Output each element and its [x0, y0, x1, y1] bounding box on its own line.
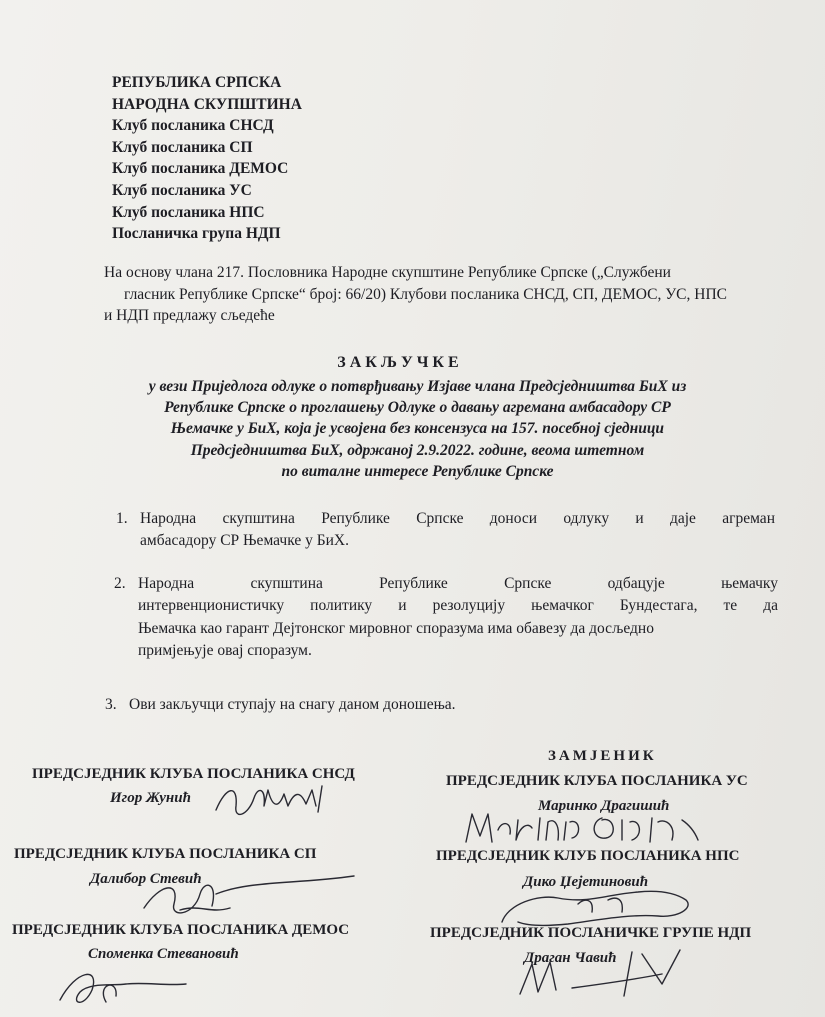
item-text: [140, 508, 775, 553]
item-line: Народна скупштина Републике Српске доноси одлуку и даје агреман: [140, 510, 775, 527]
signature-deputy-us: ЗАМЈЕНИК: [548, 748, 657, 764]
subtitle-line: Предсједништва БиХ, одржаној 2.9.2022. године, веома штетном: [190, 441, 645, 459]
subtitle-line: Републике Српске о проглашењу Одлуке о давању агремана амбасадору СР: [164, 399, 671, 417]
intro-line: гласник Републике Српске“ број: 66/20) Клубови посланика СНСД, СП, ДЕМОС, УС, НПС: [124, 285, 727, 303]
signature-role-snsd: ПРЕДСЈЕДНИК КЛУБА ПОСЛАНИКА СНСД: [32, 766, 355, 782]
header-club-nps: Клуб посланика НПС: [112, 203, 265, 221]
document-subtitle: [100, 376, 735, 482]
subtitle-line: у вези Приједлога одлуке о потврђивању Изјаве члана Предсједништва БиХ из: [148, 378, 687, 395]
signature-role-us: ПРЕДСЈЕДНИК КЛУБА ПОСЛАНИКА УС: [446, 773, 748, 789]
signature-role-nps: ПРЕДСЈЕДНИК КЛУБ ПОСЛАНИКА НПС: [436, 848, 740, 864]
header-club-us: Клуб посланика УС: [112, 181, 252, 199]
signature-name-us: Маринко Драгишић: [538, 798, 670, 814]
item-number: 3.: [105, 696, 117, 713]
signature-role-demos: ПРЕДСЈЕДНИК КЛУБА ПОСЛАНИКА ДЕМОС: [12, 922, 350, 938]
header-assembly: НАРОДНА СКУПШТИНА: [112, 95, 302, 113]
item-number: 1.: [116, 510, 128, 527]
document-title: ЗАКЉУЧКЕ: [337, 354, 463, 371]
item-line: интервенционистичку политику и резолуцију њемачког Бундестага, те да: [138, 597, 778, 615]
item-text: [129, 694, 764, 716]
intro-line: и НДП предлажу сљедеће: [104, 307, 275, 324]
item-line: Народна скупштина Републике Српске одбацује њемачку: [138, 575, 778, 592]
signature-name-demos: Споменка Стевановић: [88, 946, 239, 962]
document-header: [112, 72, 302, 245]
item-line: Ови закључци ступају на снагу даном доношења.: [129, 696, 456, 713]
intro-line: На основу члана 217. Пословника Народне скупштине Републике Српске („Службени: [104, 264, 671, 281]
handwritten-signature-snsd: [208, 776, 338, 826]
header-club-snsd: Клуб посланика СНСД: [112, 117, 274, 135]
header-club-demos: Клуб посланика ДЕМОС: [112, 160, 289, 178]
handwritten-signature-ndp: [512, 944, 692, 1004]
header-club-sp: Клуб посланика СП: [112, 138, 253, 156]
header-republic: РЕПУБЛИКА СРПСКА: [112, 74, 282, 91]
signature-name-snsd: Игор Жунић: [110, 790, 191, 806]
handwritten-signature-us: [462, 806, 712, 852]
signature-name-sp: Далибор Стевић: [90, 871, 202, 887]
item-line: примјењује овај споразум.: [138, 641, 312, 659]
signature-name-ndp: Драган Чавић: [524, 950, 617, 966]
handwritten-signature-demos: [56, 964, 216, 1014]
item-line: амбасадору СР Њемачке у БиХ.: [140, 532, 349, 550]
subtitle-line: Њемачке у БиХ, која је усвојена без консензуса на 157. посебној сједници: [170, 420, 665, 438]
signature-role-ndp: ПРЕДСЈЕДНИК ПОСЛАНИЧКЕ ГРУПЕ НДП: [430, 925, 752, 941]
item-number: 2.: [114, 575, 126, 592]
item-line: Њемачка као гарант Дејтонског мировног споразума има обавезу да досљедно: [138, 619, 654, 637]
item-text: [138, 573, 778, 662]
intro-paragraph: [104, 262, 794, 327]
signature-name-nps: Дико Џејетиновић: [523, 874, 649, 890]
subtitle-line: по виталне интересе Републике Српске: [281, 462, 554, 480]
signature-role-sp: ПРЕДСЈЕДНИК КЛУБА ПОСЛАНИКА СП: [14, 846, 317, 862]
handwritten-signature-sp: [140, 864, 360, 924]
header-group-ndp: Посланичка група НДП: [112, 225, 281, 243]
